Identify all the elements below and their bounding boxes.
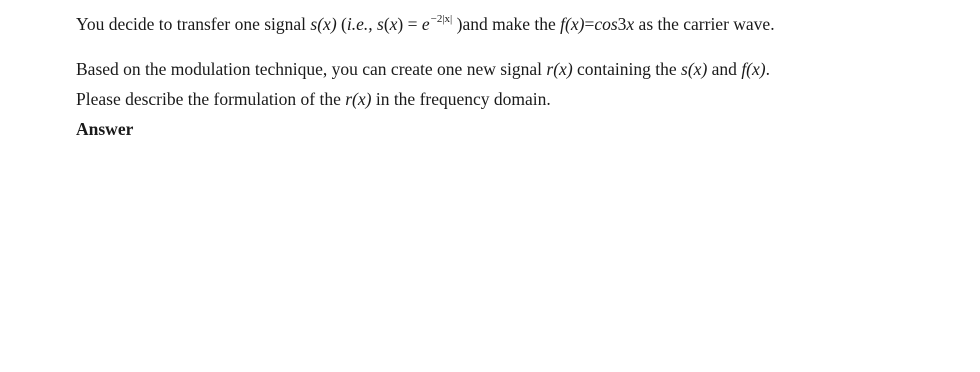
signal-s-term: s(x): [681, 59, 708, 79]
ie-abbreviation: i.e.,: [346, 14, 373, 34]
text-segment: Based on the modulation technique, you can create one new signal: [76, 59, 547, 79]
text-segment: )and make the: [452, 14, 561, 34]
math-symbol: s: [377, 14, 384, 34]
exponent: −2|x|: [430, 13, 453, 25]
task-instruction-line: [76, 88, 551, 110]
text-segment: .: [765, 59, 770, 79]
text-segment: containing the: [572, 59, 682, 79]
answer-label: Answer: [76, 119, 134, 139]
carrier-cos: cos: [594, 14, 618, 34]
carrier-variable: x: [626, 14, 635, 34]
exponential-base: e: [421, 14, 430, 34]
math-symbol: x: [389, 14, 398, 34]
text-segment: Please describe the formulation of the: [76, 89, 346, 109]
carrier-f-term: f(x): [560, 14, 585, 34]
math-symbol: (: [383, 14, 390, 34]
text-segment: You decide to transfer one signal: [76, 14, 311, 34]
text-segment: in the frequency domain.: [371, 89, 551, 109]
signal-r-term: r(x): [345, 89, 372, 109]
modulation-description-line: [76, 58, 770, 80]
text-segment: as the carrier wave.: [634, 14, 775, 34]
math-symbol: ) =: [397, 14, 422, 34]
carrier-f-term: f(x): [741, 59, 766, 79]
text-segment: (: [336, 14, 347, 34]
text-segment: and: [707, 59, 742, 79]
signal-equation: [377, 14, 452, 34]
problem-statement-line: [76, 13, 775, 38]
signal-s-term: s(x): [310, 14, 337, 34]
signal-r-term: r(x): [546, 59, 573, 79]
carrier-coefficient: 3: [617, 14, 627, 34]
math-symbol: =: [584, 14, 595, 34]
